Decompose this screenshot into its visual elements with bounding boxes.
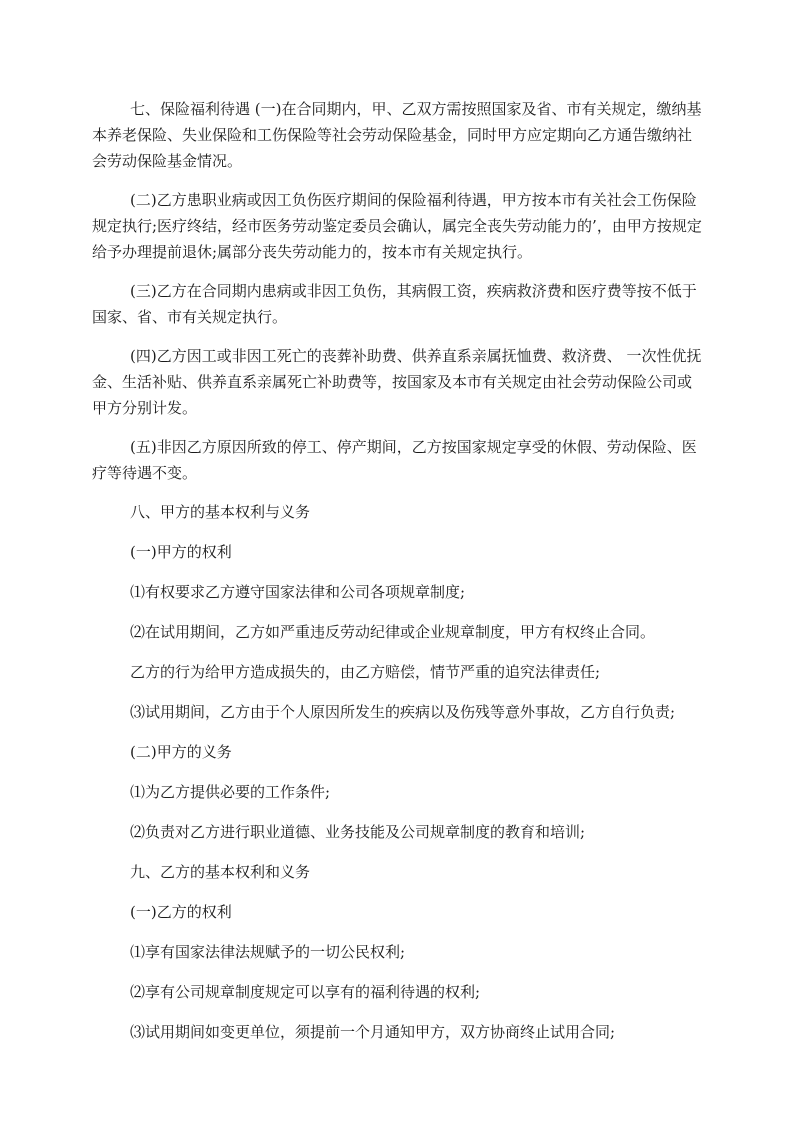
item-party-a-right-2-cont: 乙方的行为给甲方造成损失的，由乙方赔偿，情节严重的追究法律责任; (130, 663, 601, 681)
item-party-a-right-2: ⑵在试用期间，乙方如严重违反劳动纪律或企业规章制度，甲方有权终止合同。 (130, 623, 656, 641)
subheading-party-b-rights: (一)乙方的权利 (130, 903, 232, 921)
item-party-a-right-1: ⑴有权要求乙方遵守国家法律和公司各项规章制度; (130, 583, 466, 601)
item-party-a-duty-2: ⑵负责对乙方进行职业道德、业务技能及公司规章制度的教育和培训; (130, 823, 586, 841)
paragraph-occupational-disease: (二)乙方患职业病或因工负伤医疗期间的保险福利待遇，甲方按本市有关社会工伤保险规定执行;医疗终结，经市医务劳动鉴定委员会确认，属完全丧失劳动能力的’，由甲方按规定给予办理提前退休;属部分丧失劳动能力的，按本市有关规定执行。 (92, 191, 702, 261)
subheading-party-a-rights: (一)甲方的权利 (130, 543, 232, 561)
paragraph-sick-leave: (三)乙方在合同期内患病或非因工负伤，其病假工资，疾病救济费和医疗费等按不低于国家、省、市有关规定执行。 (92, 282, 697, 326)
item-party-a-duty-1: ⑴为乙方提供必要的工作条件; (130, 783, 331, 801)
item-party-a-right-3: ⑶试用期间，乙方由于个人原因所发生的疾病以及伤残等意外事故，乙方自行负责; (130, 703, 676, 721)
item-party-b-right-3: ⑶试用期间如变更单位，须提前一个月通知甲方，双方协商终止试用合同; (130, 1023, 616, 1041)
paragraph-work-stoppage: (五)非因乙方原因所致的停工、停产期间，乙方按国家规定享受的休假、劳动保险、医疗等待遇不变。 (92, 438, 697, 482)
item-party-b-right-1: ⑴享有国家法律法规赋予的一切公民权利; (130, 943, 406, 961)
document-body (92, 96, 704, 1059)
paragraph-death-benefits: (四)乙方因工或非因工死亡的丧葬补助费、供养直系亲属抚恤费、救济费、 一次性优抚金、生活补贴、供养直系亲属死亡补助费等，按国家及本市有关规定由社会劳动保险公司或甲方分别计发。 (92, 347, 702, 417)
heading-party-a-rights-duties: 八、甲方的基本权利与义务 (130, 503, 311, 521)
item-party-b-right-2: ⑵享有公司规章制度规定可以享有的福利待遇的权利; (130, 983, 481, 1001)
paragraph-insurance-welfare: 七、保险福利待遇 (一)在合同期内，甲、乙双方需按照国家及省、市有关规定，缴纳基本养老保险、失业保险和工伤保险等社会劳动保险基金，同时甲方应定期向乙方通告缴纳社会劳动保险基金情况。 (92, 100, 702, 170)
subheading-party-a-duties: (二)甲方的义务 (130, 743, 232, 761)
heading-party-b-rights-duties: 九、乙方的基本权利和义务 (130, 863, 311, 881)
